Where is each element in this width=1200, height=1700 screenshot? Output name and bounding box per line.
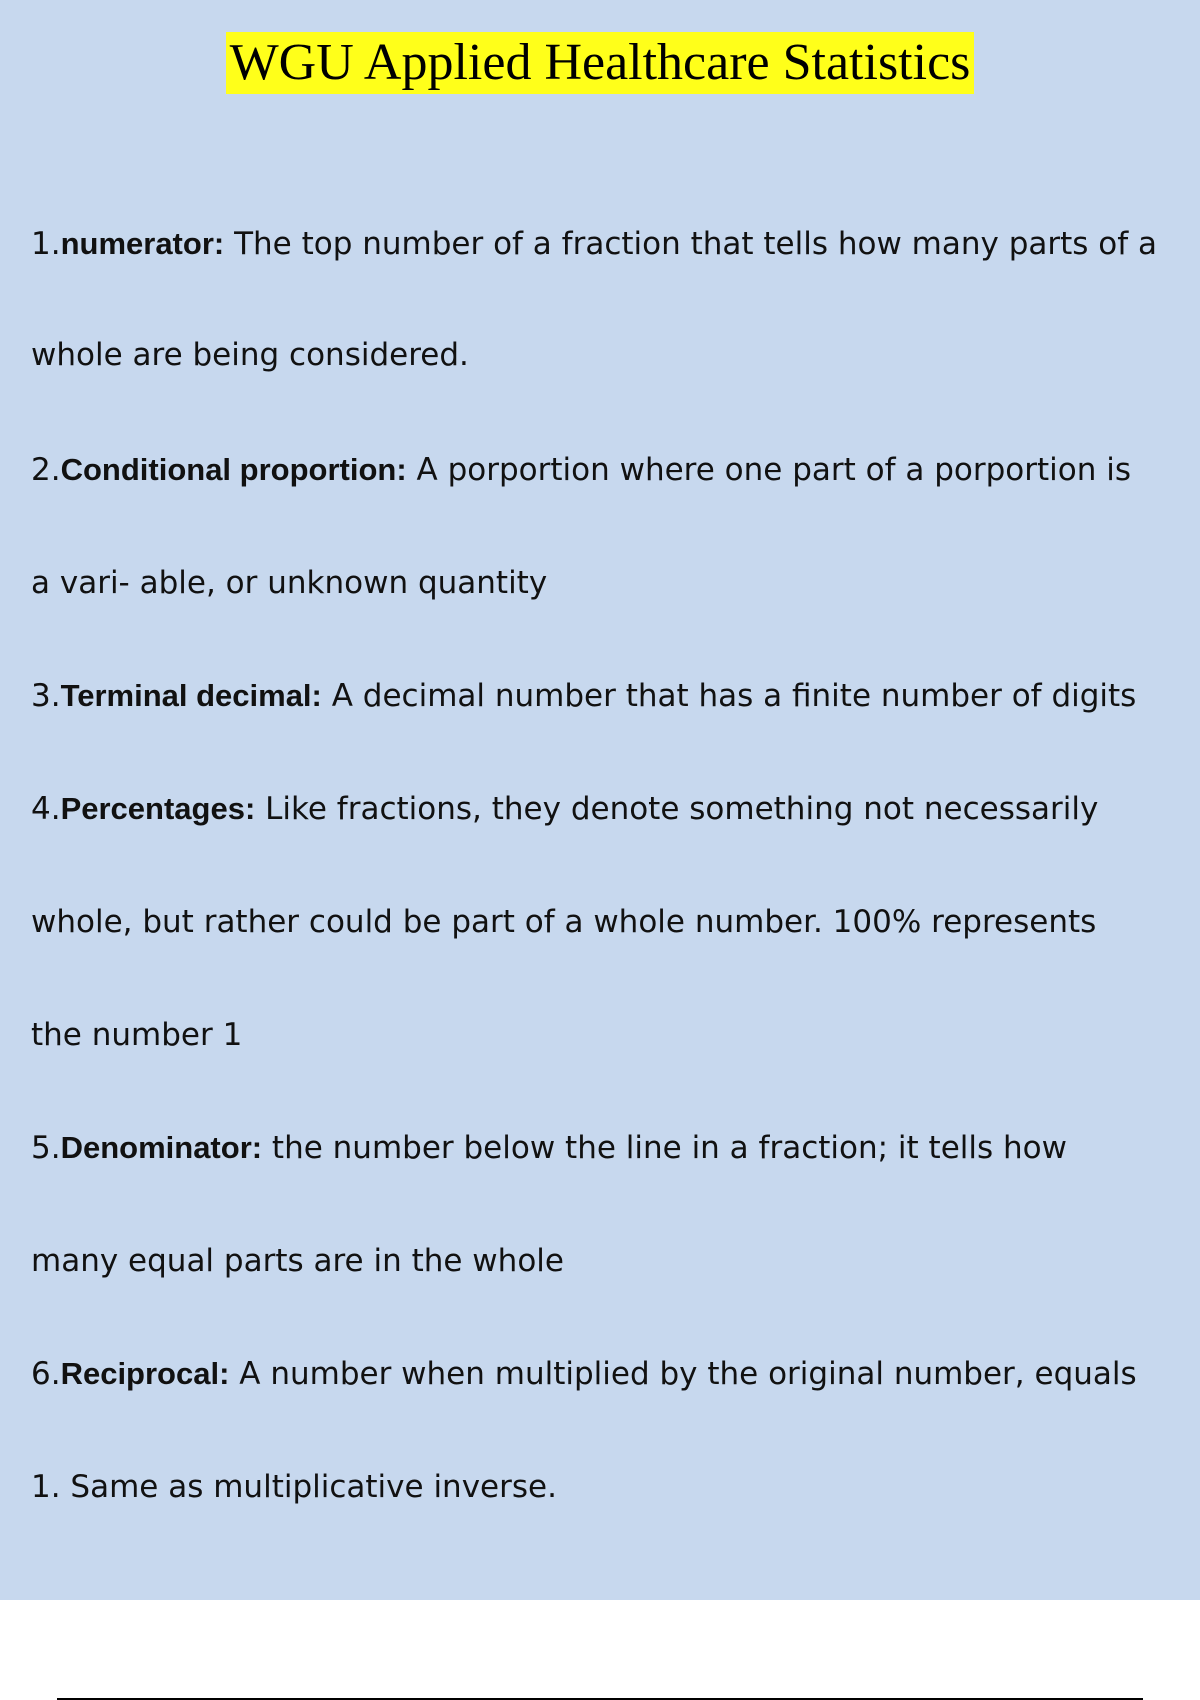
item-term: Denominator: (60, 1130, 263, 1165)
item-4-line-1 (31, 787, 1200, 831)
item-definition-continuation: 1. Same as multiplicative inverse. (31, 1469, 557, 1505)
item-1-line-1 (31, 222, 1200, 266)
item-1-line-2 (31, 333, 1200, 377)
item-term: Terminal decimal: (60, 678, 322, 713)
item-term: Percentages: (60, 791, 256, 826)
item-definition-continuation: a vari- able, or unknown quantity (31, 565, 548, 601)
item-definition: The top number of a fraction that tells how many parts of a (224, 226, 1158, 262)
item-number: 6. (31, 1356, 61, 1392)
page-title: WGU Applied Healthcare Statistics (226, 32, 975, 94)
item-number: 4. (31, 791, 61, 827)
item-number: 2. (31, 452, 61, 488)
item-4-line-2 (31, 900, 1200, 944)
item-definition-continuation: whole are being considered. (31, 337, 469, 373)
item-6-line-2 (31, 1465, 1200, 1509)
item-6-line-1 (31, 1352, 1200, 1396)
item-5-line-1 (31, 1126, 1200, 1170)
item-term: Conditional proportion: (60, 452, 407, 487)
item-2-line-2 (31, 561, 1200, 605)
item-5-line-2 (31, 1239, 1200, 1283)
title-wrap (0, 32, 1200, 94)
item-term: Reciprocal: (60, 1356, 230, 1391)
item-definition: the number below the line in a fraction; it tells how (262, 1130, 1067, 1166)
item-definition: A number when multiplied by the original number, equals (229, 1356, 1137, 1392)
item-definition-continuation: many equal parts are in the whole (31, 1243, 564, 1279)
item-number: 5. (31, 1130, 61, 1166)
item-2-line-1 (31, 448, 1200, 492)
item-number: 3. (31, 678, 61, 714)
item-definition-continuation: whole, but rather could be part of a whole number. 100% represents (31, 904, 1097, 940)
item-definition-continuation: the number 1 (31, 1017, 243, 1053)
item-definition: A decimal number that has a finite number of digits (321, 678, 1137, 714)
item-term: numerator: (60, 226, 225, 261)
item-3-line-1 (31, 674, 1200, 718)
item-definition: Like fractions, they denote something not necessarily (255, 791, 1099, 827)
item-definition: A porportion where one part of a porportion is (406, 452, 1131, 488)
item-number: 1. (31, 226, 61, 262)
item-4-line-3 (31, 1013, 1200, 1057)
